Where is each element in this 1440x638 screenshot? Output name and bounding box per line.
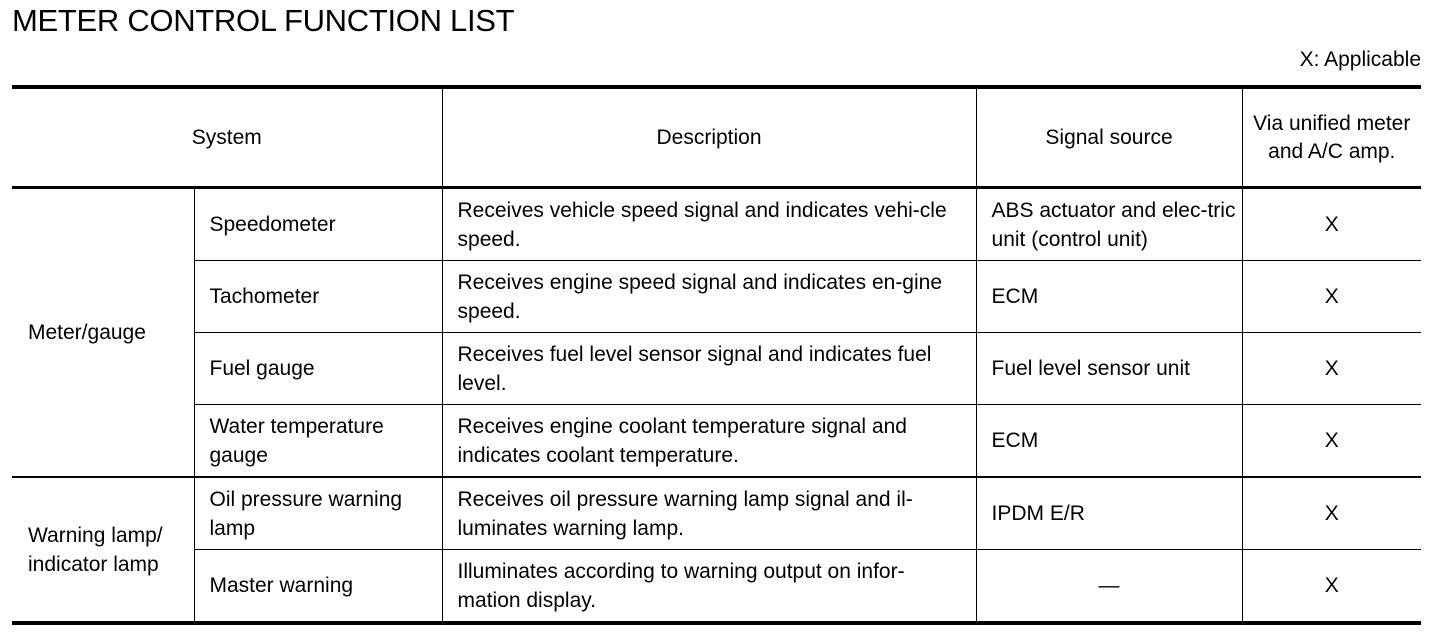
item-signal-source: ECM bbox=[976, 405, 1242, 478]
item-signal-source: IPDM E/R bbox=[976, 477, 1242, 550]
meter-control-function-table bbox=[12, 85, 1421, 625]
item-name: Water temperature gauge bbox=[194, 405, 442, 478]
table-row bbox=[12, 405, 1421, 478]
table-row bbox=[12, 550, 1421, 624]
header-via-unified-meter: Via unified meter and A/C amp. bbox=[1242, 87, 1421, 188]
item-name: Oil pressure warning lamp bbox=[194, 477, 442, 550]
table-row bbox=[12, 188, 1421, 261]
item-signal-source: ABS actuator and elec-tric unit (control unit) bbox=[976, 188, 1242, 261]
header-system: System bbox=[12, 87, 442, 188]
item-description: Receives fuel level sensor signal and indicates fuel level. bbox=[442, 333, 976, 405]
item-description: Receives oil pressure warning lamp signal and il-luminates warning lamp. bbox=[442, 477, 976, 550]
table-row bbox=[12, 477, 1421, 550]
item-name: Tachometer bbox=[194, 261, 442, 333]
item-signal-source: ECM bbox=[976, 261, 1242, 333]
item-applicable-mark: X bbox=[1242, 261, 1421, 333]
item-applicable-mark: X bbox=[1242, 405, 1421, 478]
page-title: METER CONTROL FUNCTION LIST bbox=[12, 3, 515, 38]
item-name: Fuel gauge bbox=[194, 333, 442, 405]
group-label-meter-gauge: Meter/gauge bbox=[12, 188, 194, 478]
item-applicable-mark: X bbox=[1242, 333, 1421, 405]
item-applicable-mark: X bbox=[1242, 550, 1421, 624]
item-description: Illuminates according to warning output on infor-mation display. bbox=[442, 550, 976, 624]
item-signal-source: Fuel level sensor unit bbox=[976, 333, 1242, 405]
header-signal-source: Signal source bbox=[976, 87, 1242, 188]
item-description: Receives engine speed signal and indicates en-gine speed. bbox=[442, 261, 976, 333]
table-row bbox=[12, 333, 1421, 405]
item-signal-source: — bbox=[976, 550, 1242, 624]
table-header-row bbox=[12, 87, 1421, 188]
group-label-warning-lamp: Warning lamp/ indicator lamp bbox=[12, 477, 194, 623]
table-row bbox=[12, 261, 1421, 333]
legend-note: X: Applicable bbox=[1299, 48, 1421, 71]
item-description: Receives vehicle speed signal and indicates vehi-cle speed. bbox=[442, 188, 976, 261]
item-applicable-mark: X bbox=[1242, 188, 1421, 261]
item-name: Speedometer bbox=[194, 188, 442, 261]
item-description: Receives engine coolant temperature signal and indicates coolant temperature. bbox=[442, 405, 976, 478]
item-name: Master warning bbox=[194, 550, 442, 624]
header-description: Description bbox=[442, 87, 976, 188]
item-applicable-mark: X bbox=[1242, 477, 1421, 550]
